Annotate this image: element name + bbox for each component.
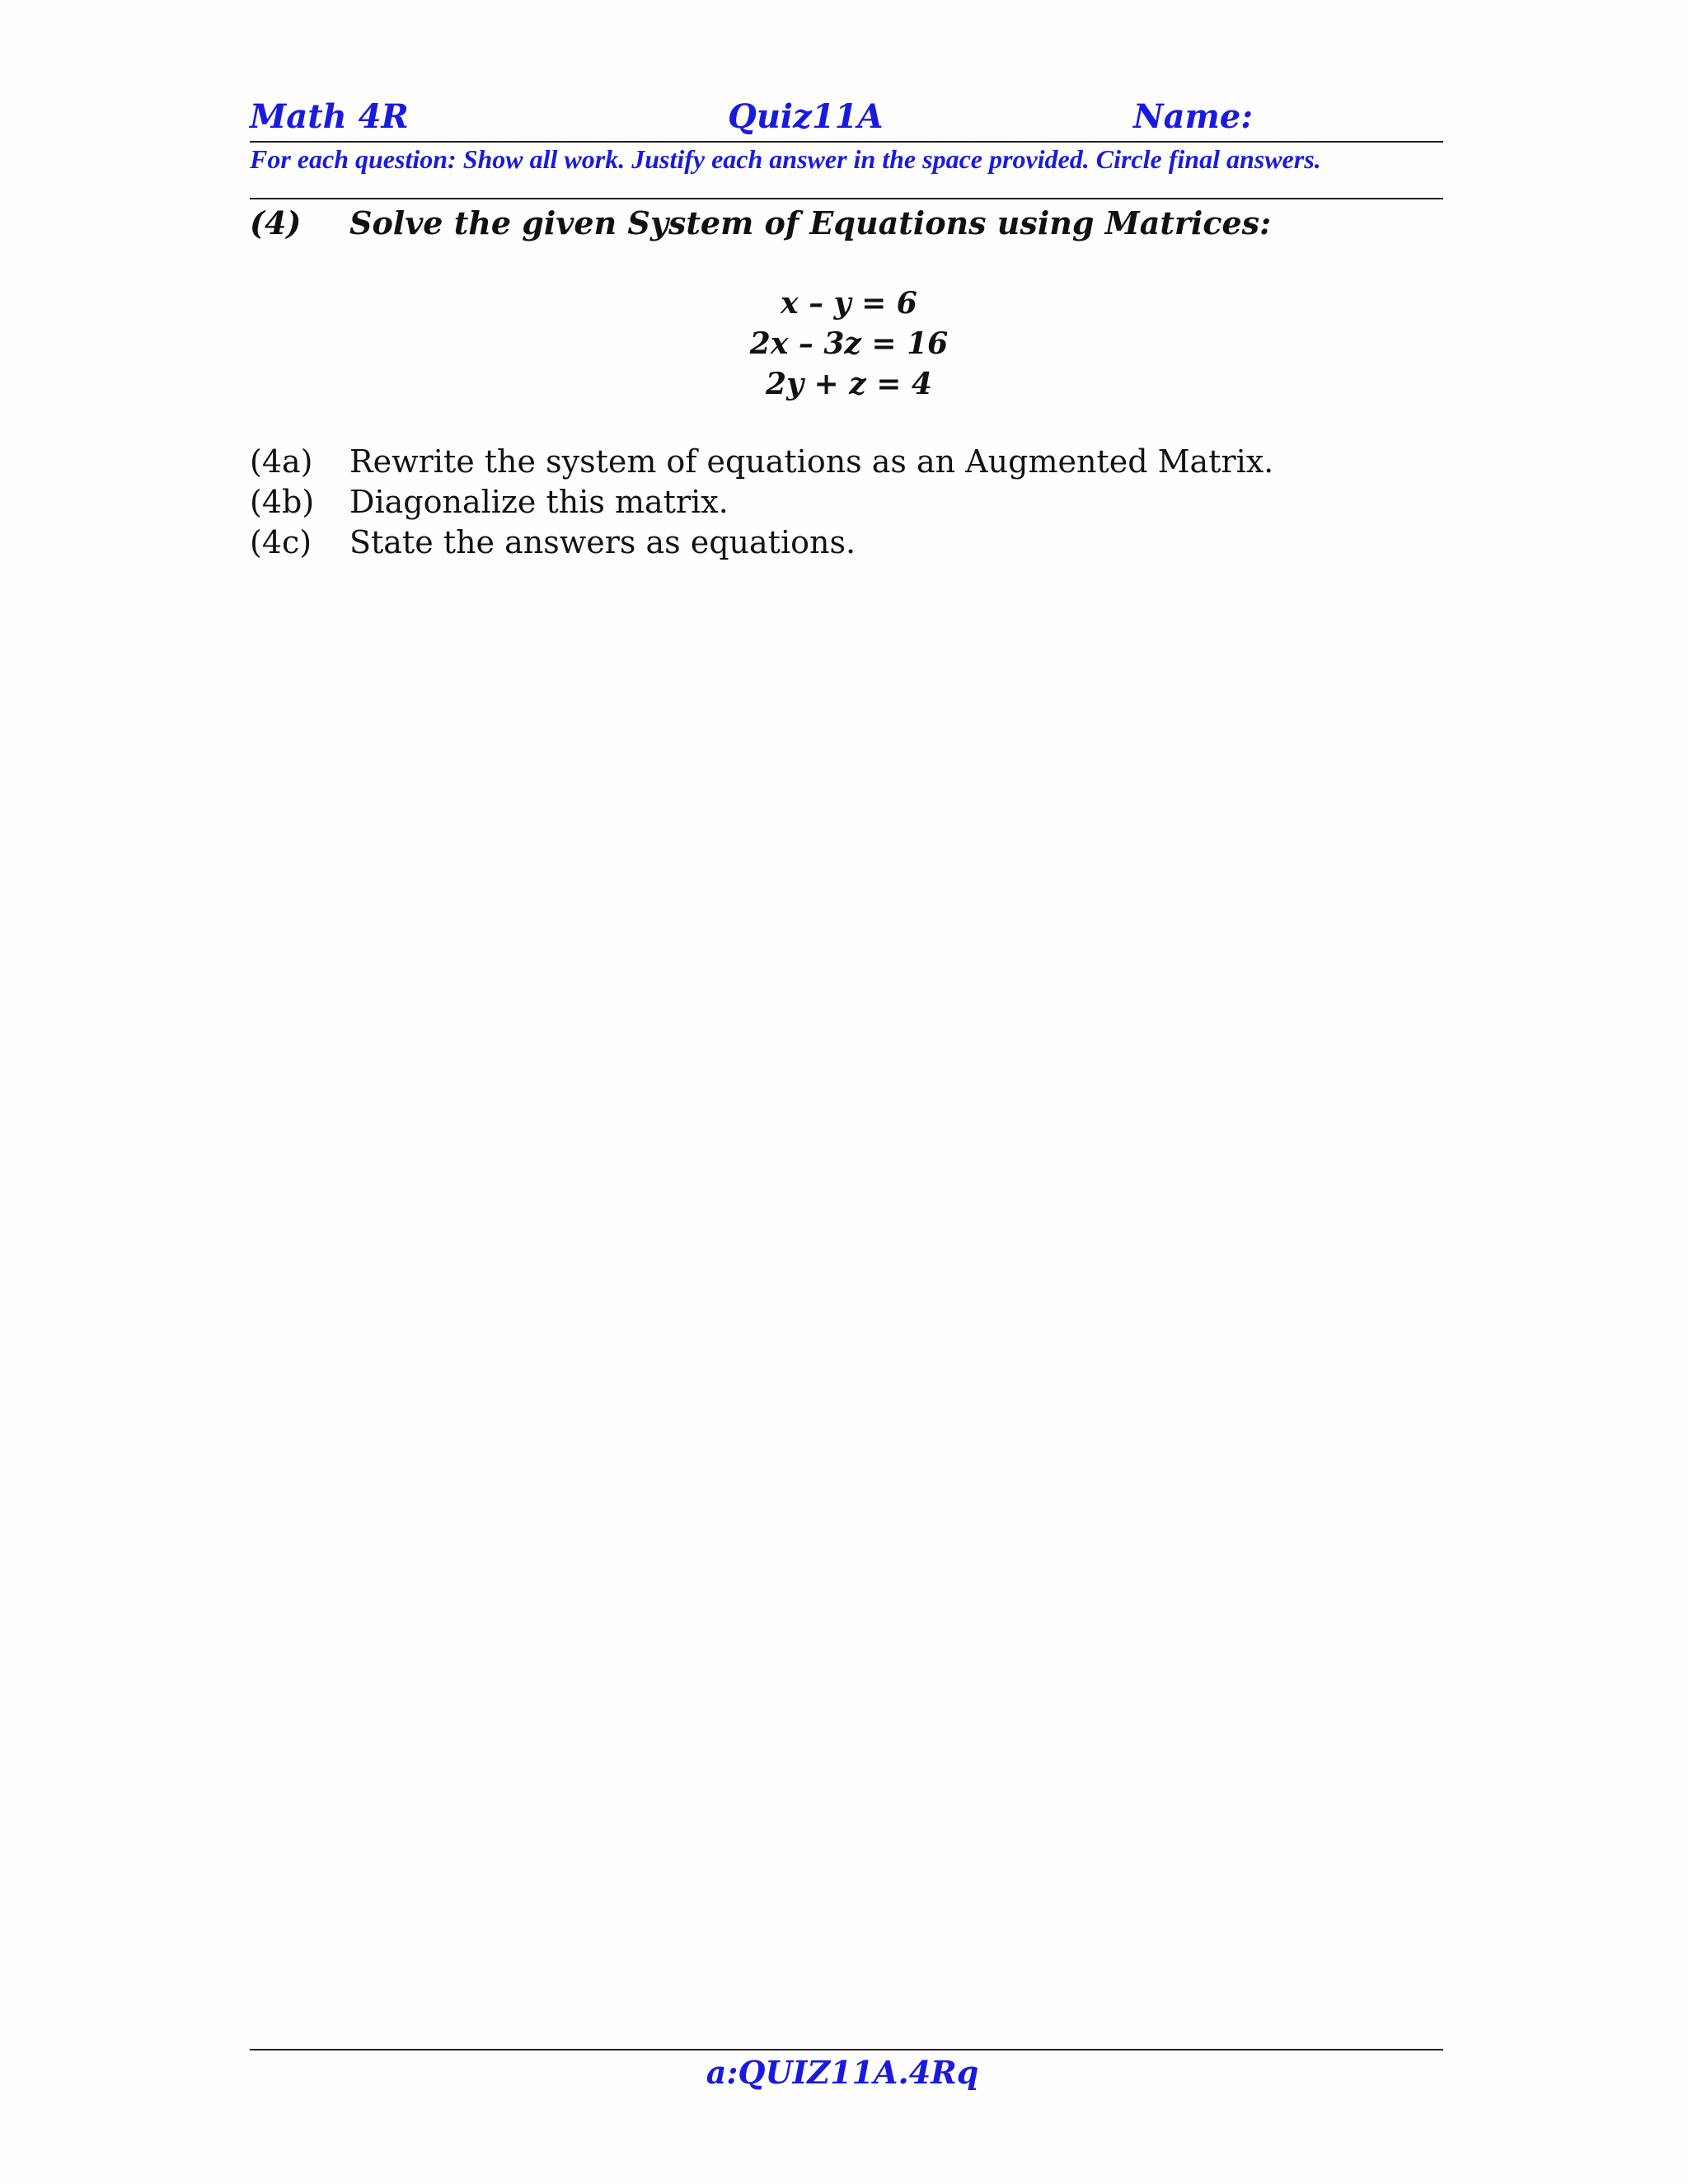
quiz-title: Quiz11A bbox=[728, 97, 884, 136]
course-title: Math 4R bbox=[250, 97, 409, 136]
question-text: Solve the given System of Equations using Matrices: bbox=[349, 204, 1272, 241]
equation-system bbox=[626, 284, 1071, 405]
part-text: State the answers as equations. bbox=[349, 524, 856, 560]
part-text: Rewrite the system of equations as an Augmented Matrix. bbox=[349, 443, 1274, 480]
footer-text: a:QUIZ11A.4Rq bbox=[706, 2054, 979, 2091]
name-label: Name: bbox=[1133, 97, 1254, 136]
instructions-text: For each question: Show all work. Justify each answer in the space provided. Circle final answers. bbox=[250, 144, 1321, 174]
equation-3: 2y + z = 4 bbox=[766, 367, 932, 401]
footer-filename bbox=[250, 2054, 1443, 2091]
equation-2: 2x – 3z = 16 bbox=[749, 326, 949, 361]
question-number: (4) bbox=[250, 204, 302, 241]
part-label: (4a) bbox=[250, 443, 313, 480]
footer-rule bbox=[250, 2049, 1443, 2050]
part-label: (4c) bbox=[250, 524, 312, 560]
equation-1: x – y = 6 bbox=[781, 286, 917, 321]
header-rule bbox=[250, 141, 1443, 143]
page-header bbox=[250, 97, 1443, 143]
instructions-rule bbox=[250, 198, 1443, 199]
part-label: (4b) bbox=[250, 484, 315, 520]
part-text: Diagonalize this matrix. bbox=[349, 484, 729, 520]
